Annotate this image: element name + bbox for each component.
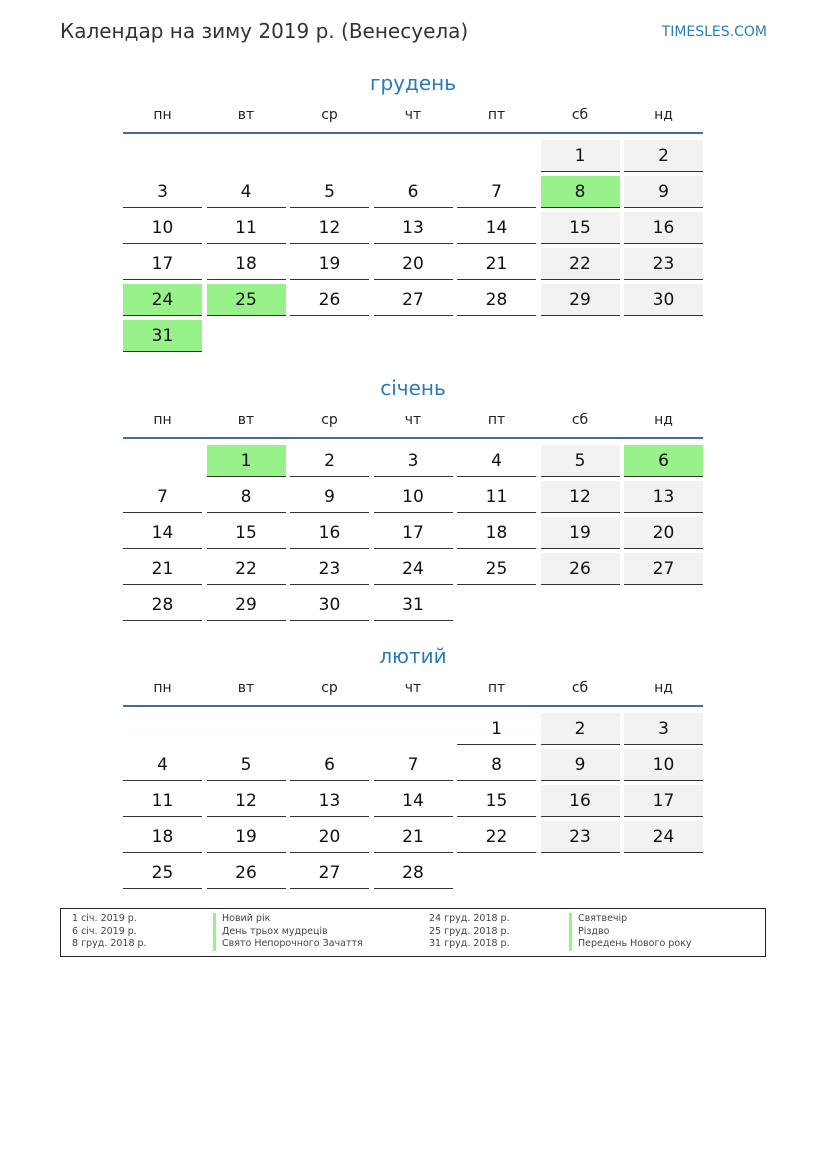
day-cell: 17 <box>123 248 202 280</box>
weekday-label: ср <box>321 412 338 428</box>
week-row <box>123 318 703 354</box>
holiday-day-cell: 24 <box>123 284 202 316</box>
legend-date: 24 груд. 2018 р. <box>429 913 510 924</box>
day-cell: 24 <box>624 821 703 853</box>
empty-day-cell <box>290 140 369 171</box>
month-calendar <box>123 373 703 623</box>
week-row <box>123 551 703 587</box>
legend-date: 6 січ. 2019 р. <box>72 925 137 937</box>
day-cell: 11 <box>123 785 202 817</box>
day-cell: 12 <box>541 481 620 513</box>
weekday-label: нд <box>654 680 673 696</box>
legend-holiday-name: Передень Нового року <box>569 938 692 951</box>
weekday-label: сб <box>571 680 589 696</box>
weekday-label: пт <box>487 107 506 123</box>
holiday-legend <box>60 908 766 957</box>
week-row <box>123 587 703 623</box>
day-cell: 23 <box>624 248 703 280</box>
weekday-header <box>123 403 703 437</box>
day-cell: 18 <box>457 517 536 549</box>
week-row <box>123 210 703 246</box>
day-cell: 31 <box>374 589 453 621</box>
month-title: січень <box>380 376 446 400</box>
legend-holiday-name: Різдво <box>569 926 692 939</box>
day-cell: 4 <box>123 749 202 781</box>
weekday-label: сб <box>571 107 589 123</box>
empty-day-cell <box>207 140 286 171</box>
day-cell: 14 <box>374 785 453 817</box>
weekday-label: сб <box>571 412 589 428</box>
day-cell: 27 <box>374 284 453 316</box>
day-cell: 2 <box>290 445 369 477</box>
day-cell: 21 <box>457 248 536 280</box>
weekday-header <box>123 671 703 705</box>
day-cell: 21 <box>374 821 453 853</box>
week-row <box>123 174 703 210</box>
empty-day-cell <box>457 857 536 888</box>
day-cell: 6 <box>290 749 369 781</box>
day-cell: 22 <box>207 553 286 585</box>
month-title: лютий <box>379 644 447 668</box>
day-cell: 1 <box>541 140 620 172</box>
day-cell: 13 <box>290 785 369 817</box>
day-cell: 24 <box>374 553 453 585</box>
day-cell: 3 <box>374 445 453 477</box>
day-cell: 12 <box>290 212 369 244</box>
day-cell: 26 <box>541 553 620 585</box>
day-cell: 25 <box>123 857 202 889</box>
holiday-day-cell: 6 <box>624 445 703 477</box>
header-divider <box>123 132 703 134</box>
day-cell: 25 <box>457 553 536 585</box>
day-cell: 28 <box>457 284 536 316</box>
week-row <box>123 855 703 891</box>
holiday-day-cell: 25 <box>207 284 286 316</box>
month-calendar <box>123 641 703 891</box>
month-calendar <box>123 68 703 354</box>
empty-day-cell <box>207 320 286 351</box>
weekday-label: вт <box>237 680 255 696</box>
day-cell: 22 <box>457 821 536 853</box>
empty-day-cell <box>457 140 536 171</box>
legend-holiday-name: Свято Непорочного Зачаття <box>213 938 363 951</box>
day-cell: 18 <box>207 248 286 280</box>
empty-day-cell <box>624 589 703 620</box>
week-row <box>123 783 703 819</box>
week-row <box>123 246 703 282</box>
day-cell: 19 <box>290 248 369 280</box>
empty-day-cell <box>374 140 453 171</box>
header-divider <box>123 705 703 707</box>
day-cell: 19 <box>207 821 286 853</box>
day-cell: 2 <box>624 140 703 172</box>
day-cell: 17 <box>624 785 703 817</box>
day-cell: 12 <box>207 785 286 817</box>
day-cell: 7 <box>457 176 536 208</box>
day-cell: 14 <box>123 517 202 549</box>
holiday-day-cell: 1 <box>207 445 286 477</box>
day-cell: 19 <box>541 517 620 549</box>
legend-left-names <box>213 913 363 951</box>
legend-date: 1 січ. 2019 р. <box>72 913 137 924</box>
weekday-label: пн <box>153 107 172 123</box>
legend-right-names <box>569 913 692 951</box>
empty-day-cell <box>374 320 453 351</box>
empty-day-cell <box>123 445 202 476</box>
week-row <box>123 443 703 479</box>
day-cell: 18 <box>123 821 202 853</box>
legend-date: 31 груд. 2018 р. <box>429 938 510 949</box>
weekday-label: ср <box>321 680 338 696</box>
empty-day-cell <box>290 713 369 744</box>
day-cell: 28 <box>374 857 453 889</box>
weekday-label: нд <box>654 412 673 428</box>
empty-day-cell <box>457 320 536 351</box>
empty-day-cell <box>541 320 620 351</box>
header-divider <box>123 437 703 439</box>
week-row <box>123 747 703 783</box>
day-cell: 26 <box>207 857 286 889</box>
weekday-label: чт <box>404 680 422 696</box>
day-cell: 10 <box>374 481 453 513</box>
weekday-label: вт <box>237 412 255 428</box>
legend-right-dates <box>429 913 510 951</box>
day-cell: 7 <box>123 481 202 513</box>
empty-day-cell <box>374 713 453 744</box>
day-cell: 26 <box>290 284 369 316</box>
day-cell: 10 <box>624 749 703 781</box>
page-title: Календар на зиму 2019 р. (Венесуела) <box>60 19 469 43</box>
empty-day-cell <box>207 713 286 744</box>
day-cell: 7 <box>374 749 453 781</box>
day-cell: 6 <box>374 176 453 208</box>
day-cell: 11 <box>207 212 286 244</box>
day-cell: 9 <box>624 176 703 208</box>
day-cell: 1 <box>457 713 536 745</box>
day-cell: 22 <box>541 248 620 280</box>
empty-day-cell <box>123 713 202 744</box>
empty-day-cell <box>624 320 703 351</box>
day-cell: 20 <box>290 821 369 853</box>
day-cell: 3 <box>624 713 703 745</box>
holiday-day-cell: 31 <box>123 320 202 352</box>
day-cell: 27 <box>624 553 703 585</box>
day-cell: 23 <box>541 821 620 853</box>
day-cell: 13 <box>374 212 453 244</box>
legend-holiday-name: Святвечір <box>569 913 692 926</box>
legend-date: 8 груд. 2018 р. <box>72 938 147 949</box>
day-cell: 3 <box>123 176 202 208</box>
weekday-label: вт <box>237 107 255 123</box>
empty-day-cell <box>541 857 620 888</box>
month-title: грудень <box>369 71 457 95</box>
weekday-label: чт <box>404 107 422 123</box>
day-cell: 20 <box>624 517 703 549</box>
day-cell: 8 <box>457 749 536 781</box>
empty-day-cell <box>457 589 536 620</box>
week-row <box>123 282 703 318</box>
day-cell: 15 <box>457 785 536 817</box>
day-cell: 30 <box>624 284 703 316</box>
day-cell: 11 <box>457 481 536 513</box>
week-row <box>123 479 703 515</box>
day-cell: 30 <box>290 589 369 621</box>
legend-holiday-name: День трьох мудреців <box>213 926 363 939</box>
week-row <box>123 138 703 174</box>
holiday-day-cell: 8 <box>541 176 620 208</box>
day-cell: 10 <box>123 212 202 244</box>
weekday-label: ср <box>321 107 338 123</box>
weekday-label: пт <box>487 680 506 696</box>
day-cell: 20 <box>374 248 453 280</box>
weekday-header <box>123 98 703 132</box>
weekday-label: чт <box>404 412 422 428</box>
weekday-label: пн <box>153 412 172 428</box>
legend-holiday-name: Новий рік <box>213 913 363 926</box>
day-cell: 9 <box>541 749 620 781</box>
day-cell: 4 <box>457 445 536 477</box>
day-cell: 23 <box>290 553 369 585</box>
day-cell: 27 <box>290 857 369 889</box>
day-cell: 5 <box>207 749 286 781</box>
weekday-label: пт <box>487 412 506 428</box>
day-cell: 16 <box>541 785 620 817</box>
day-cell: 9 <box>290 481 369 513</box>
week-row <box>123 711 703 747</box>
weekday-label: пн <box>153 680 172 696</box>
empty-day-cell <box>123 140 202 171</box>
day-cell: 5 <box>541 445 620 477</box>
week-row <box>123 515 703 551</box>
legend-left-dates <box>72 913 147 951</box>
day-cell: 2 <box>541 713 620 745</box>
day-cell: 8 <box>207 481 286 513</box>
day-cell: 13 <box>624 481 703 513</box>
empty-day-cell <box>290 320 369 351</box>
day-cell: 16 <box>624 212 703 244</box>
day-cell: 29 <box>541 284 620 316</box>
day-cell: 14 <box>457 212 536 244</box>
legend-date: 25 груд. 2018 р. <box>429 925 510 937</box>
day-cell: 5 <box>290 176 369 208</box>
day-cell: 4 <box>207 176 286 208</box>
day-cell: 15 <box>541 212 620 244</box>
weekday-label: нд <box>654 107 673 123</box>
empty-day-cell <box>541 589 620 620</box>
day-cell: 15 <box>207 517 286 549</box>
day-cell: 17 <box>374 517 453 549</box>
week-row <box>123 819 703 855</box>
day-cell: 21 <box>123 553 202 585</box>
day-cell: 29 <box>207 589 286 621</box>
day-cell: 28 <box>123 589 202 621</box>
site-link[interactable]: TIMESLES.COM <box>661 24 767 40</box>
day-cell: 16 <box>290 517 369 549</box>
empty-day-cell <box>624 857 703 888</box>
